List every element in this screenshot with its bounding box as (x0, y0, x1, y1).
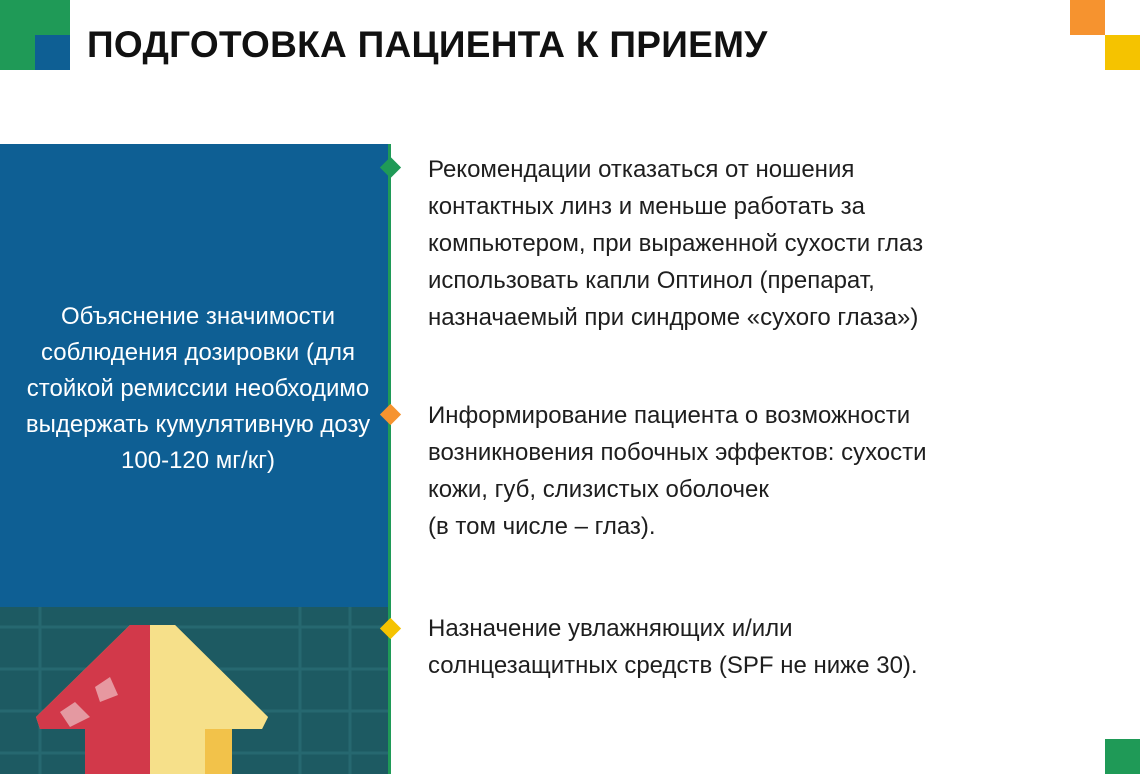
left-info-panel (0, 144, 388, 607)
recommendation-item-1: Рекомендации отказаться от ношения контактных линз и меньше работать за компьютером, при выраженной сухости глаз использовать капли Оптинол (препарат, назначаемый при синдроме «сухого глаза») (428, 156, 924, 331)
page-title: ПОДГОТОВКА ПАЦИЕНТА К ПРИЕМУ (87, 24, 768, 65)
corner-square-yellow-top-right (1105, 35, 1140, 70)
recommendation-item-2: Информирование пациента о возможности возникновения побочных эффектов: сухости кожи, губ, слизистых оболочек (в том числе – глаз). (428, 402, 927, 540)
corner-square-blue-top-left (35, 35, 70, 70)
corner-square-green-top-left-lower (0, 35, 35, 70)
up-arrow-image (0, 607, 388, 774)
vertical-divider (388, 144, 391, 774)
corner-square-green-bottom-right (1105, 739, 1140, 774)
corner-square-green-top-left (0, 0, 70, 35)
corner-square-orange-top-right (1070, 0, 1105, 35)
dosage-explanation-text: Объяснение значимости соблюдения дозировки (для стойкой ремиссии необходимо выдержать кумулятивную дозу 100-120 мг/кг) (25, 303, 371, 474)
recommendation-item-3: Назначение увлажняющих и/или солнцезащитных средств (SPF не ниже 30). (428, 615, 918, 679)
up-arrow-icon (0, 607, 388, 774)
